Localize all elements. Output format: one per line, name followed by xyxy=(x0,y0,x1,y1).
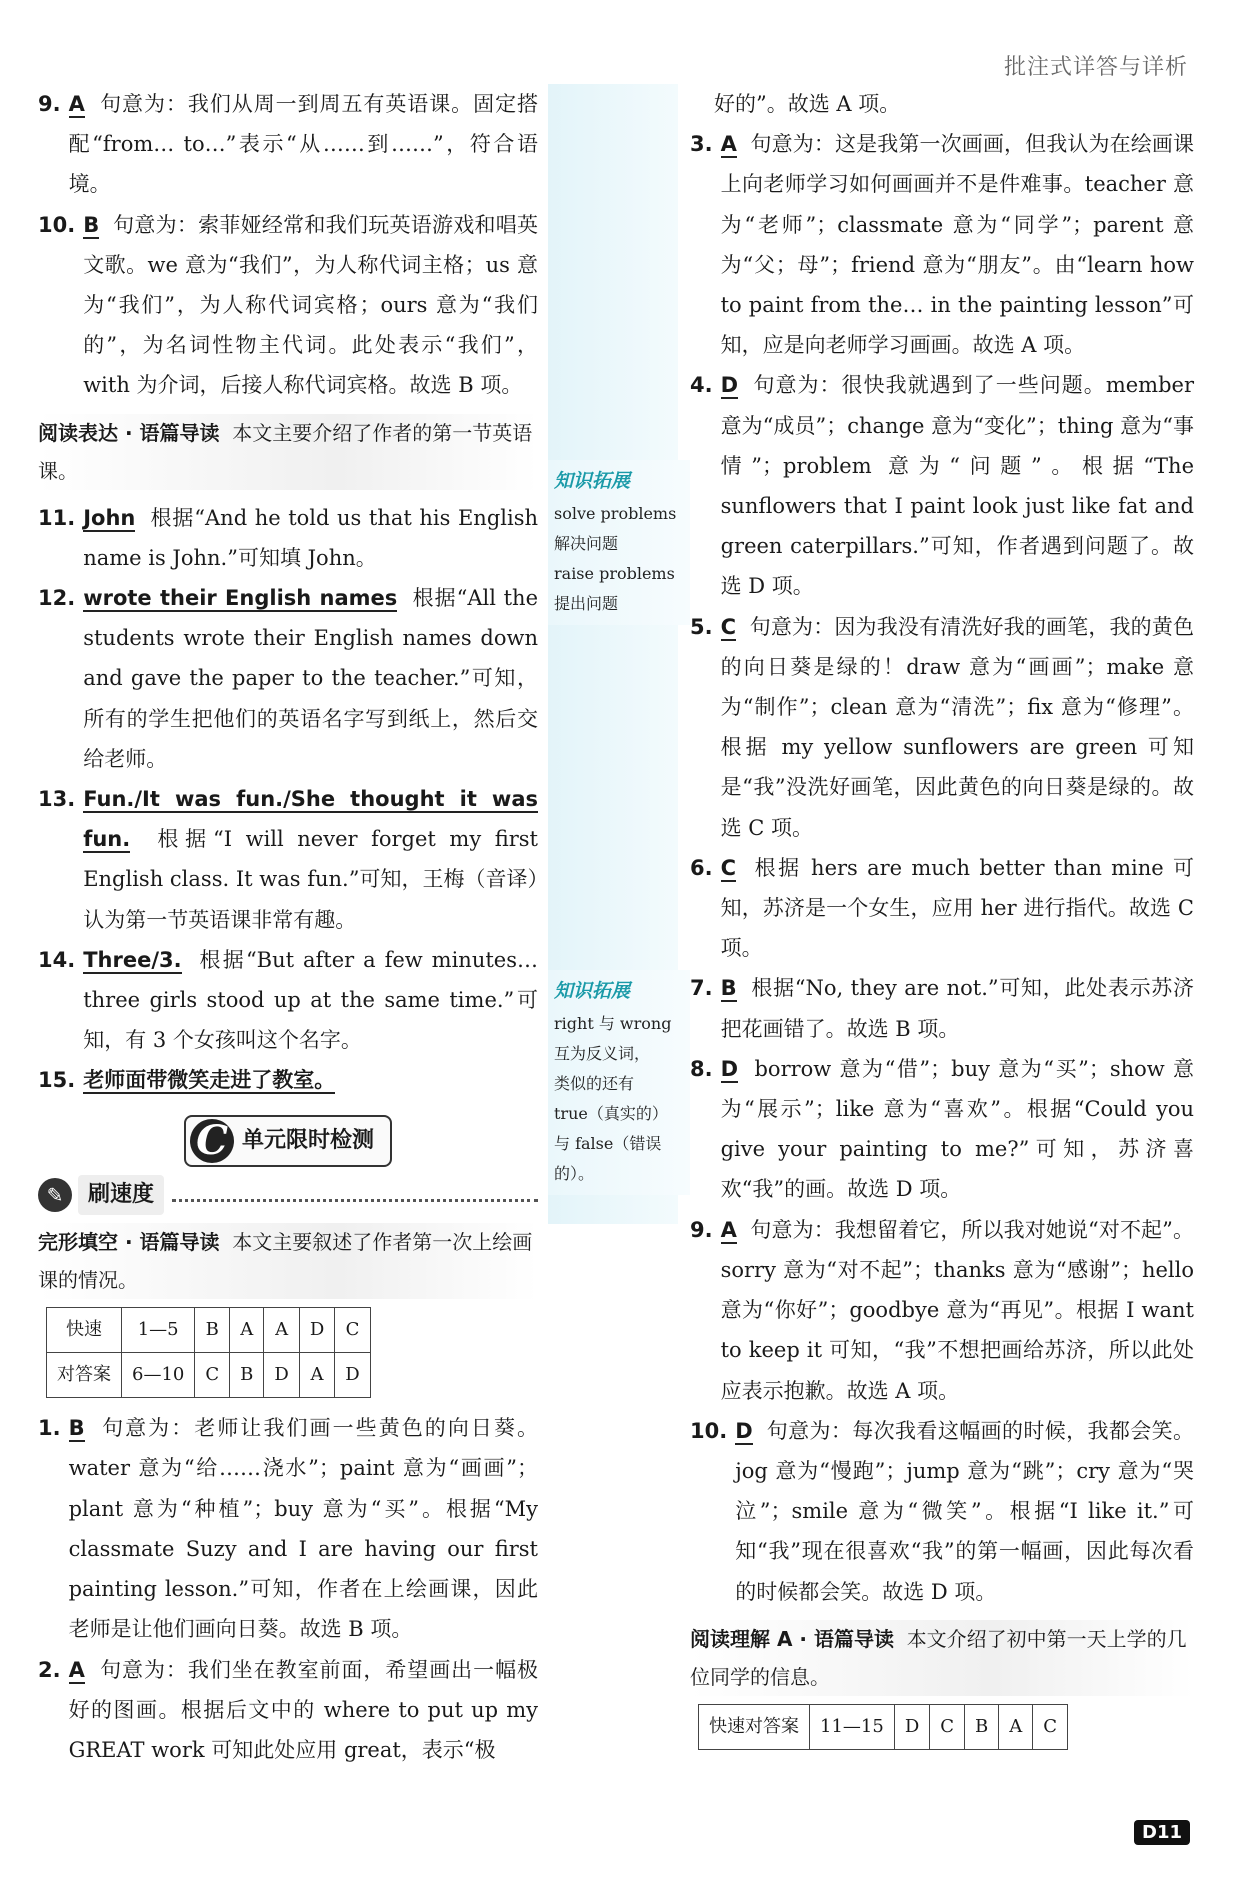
item-answer: 老师面带微笑走进了教室。 xyxy=(83,1068,336,1093)
item-number: 4. xyxy=(690,373,713,398)
knowledge-note-1 xyxy=(548,460,690,625)
answer-item-c2 xyxy=(38,1650,538,1771)
table-cell: D xyxy=(264,1353,299,1398)
item-explanation: 句意为：我们坐在教室前面，希望画出一幅极好的图画。根据后文中的 where to put up my GREAT work 可知此处应用 great，表示“极 xyxy=(68,1657,539,1762)
item-explanation: 句意为：我们从周一到周五有英语课。固定搭配“from… to…”表示“从……到……”，符合语境。 xyxy=(68,92,539,197)
note-line: 解决问题 xyxy=(554,534,619,553)
item-answer: D xyxy=(720,373,739,398)
note-heading: 知识拓展 xyxy=(554,470,631,492)
knowledge-note-2 xyxy=(548,970,690,1195)
item-number: 12. xyxy=(38,586,76,611)
header-title: 批注式详答与详析 xyxy=(1003,55,1188,80)
item-answer: A xyxy=(720,132,737,157)
table-label: 对答案 xyxy=(47,1353,122,1398)
table-cell: B xyxy=(230,1353,264,1398)
item-explanation: 句意为：很快我就遇到了一些问题。member 意为“成员”；change 意为“变化”；thing 意为“事情”；problem 意为“问题”。根据“The sunflowers that I paint look just like fat and green caterpillars.”可知，作者遇到问题了。故选 D 项。 xyxy=(720,373,1194,599)
item-answer: D xyxy=(735,1418,753,1443)
note-line: solve problems xyxy=(554,504,677,523)
section-heading-label: 阅读理解 A · 语篇导读 xyxy=(690,1626,894,1651)
item-answer: C xyxy=(720,855,737,880)
item-explanation: 句意为：索菲娅经常和我们玩英语游戏和唱英文歌。we 意为“我们”，为人称代词主格；us 意为“我们”，为人称代词宾格；ours 意为“我们的”，为名词性物主代词。此处表示“我们”，with 为介词，后接人称代词宾格。故选 B 项。 xyxy=(83,212,538,398)
banner-title: 单元限时检测 xyxy=(241,1127,374,1153)
item-explanation: 句意为：每次我看这幅画的时候，我都会笑。jog 意为“慢跑”；jump 意为“跳”；cry 意为“哭泣”；smile 意为“微笑”。根据“I like it.”可知“我”现在很喜欢“我”的第一幅画，因此每次看的时候都会笑。故选 D 项。 xyxy=(735,1418,1195,1604)
table-cell: D xyxy=(894,1704,929,1749)
page-number: D11 xyxy=(1134,1820,1190,1845)
table-cell: A xyxy=(999,1704,1033,1749)
banner-letter-icon: C xyxy=(190,1119,234,1163)
item-explanation: borrow 意为“借”；buy 意为“买”；show 意为“展示”；like 意为“喜欢”。根据“Could you give your painting to me?”可知，苏济喜欢“我”的画。故选 D 项。 xyxy=(720,1056,1194,1202)
table-range: 11—15 xyxy=(810,1704,895,1749)
note-line: raise problems xyxy=(554,564,675,583)
item-number: 7. xyxy=(690,976,713,1001)
reading-expression-heading xyxy=(38,414,538,490)
item-explanation: 句意为：因为我没有清洗好我的画笔，我的黄色的向日葵是绿的！draw 意为“画画”；make 意为“制作”；clean 意为“清洗”；fix 意为“修理”。根据 my yellow sunflowers are green 可知是“我”没洗好画笔，因此黄色的向日葵是绿的。故选 C 项。 xyxy=(720,614,1194,840)
item-number: 6. xyxy=(690,855,713,880)
answer-item-c1 xyxy=(38,1408,538,1649)
item-number: 10. xyxy=(690,1418,728,1443)
reading-a-heading xyxy=(690,1620,1194,1696)
note-line: 的）。 xyxy=(554,1164,595,1183)
item-explanation: 根据“All the students wrote their English names down and gave the paper to the teacher.”可知，所有的学生把他们的英语名字写到纸上，然后交给老师。 xyxy=(83,586,538,771)
table-range: 1—5 xyxy=(122,1307,195,1352)
answer-item-9 xyxy=(38,84,538,205)
table-label: 快速对答案 xyxy=(699,1704,810,1749)
item-answer: A xyxy=(68,1657,85,1682)
answer-item-c9 xyxy=(690,1210,1194,1411)
table-cell: B xyxy=(965,1704,999,1749)
answer-item-c10 xyxy=(690,1411,1194,1612)
section-heading-text: 本文主要介绍了作者的第一节英语课。 xyxy=(38,420,533,483)
table-cell: A xyxy=(264,1307,299,1352)
item-answer: A xyxy=(68,92,85,116)
item-number: 5. xyxy=(690,614,713,639)
item-answer: wrote their English names xyxy=(83,586,398,611)
answer-item-11 xyxy=(38,498,538,578)
answer-item-c3 xyxy=(690,124,1194,365)
table-cell: D xyxy=(299,1307,334,1352)
note-line: 类似的还有 xyxy=(554,1074,635,1093)
item-number: 9. xyxy=(38,92,61,116)
answer-item-14 xyxy=(38,940,538,1061)
item-answer: B xyxy=(720,976,737,1001)
item-answer: A xyxy=(720,1217,737,1242)
item-number: 10. xyxy=(38,212,76,237)
answer-item-c6 xyxy=(690,848,1194,969)
answer-item-c5 xyxy=(690,607,1194,848)
section-heading-label: 阅读表达 · 语篇导读 xyxy=(38,420,220,445)
table-cell: D xyxy=(335,1353,370,1398)
item-number: 15. xyxy=(38,1068,76,1093)
answer-item-13 xyxy=(38,779,538,940)
item-number: 11. xyxy=(38,505,76,530)
item-explanation: 句意为：我想留着它，所以我对她说“对不起”。sorry 意为“对不起”；thanks 意为“感谢”；hello 意为“你好”；goodbye 意为“再见”。根据 I want to keep it 可知，“我”不想把画给苏济，所以此处应表示抱歉。故选 A 项。 xyxy=(720,1217,1194,1403)
pen-icon: ✎ xyxy=(38,1178,72,1212)
section-heading-text: 本文主要叙述了作者第一次上绘画课的情况。 xyxy=(38,1229,533,1292)
item-explanation: 根据“And he told us that his English name is John.”可知填 John。 xyxy=(83,505,539,570)
note-line: right 与 wrong xyxy=(554,1014,672,1033)
table-cell: C xyxy=(930,1704,965,1749)
item-answer: Fun./It was fun./She thought it was fun. xyxy=(83,787,538,852)
answer-item-15 xyxy=(38,1060,538,1100)
item-number: 14. xyxy=(38,947,76,972)
item-explanation: 句意为：老师让我们画一些黄色的向日葵。water 意为“给……浇水”；paint 意为“画画”；plant 意为“种植”；buy 意为“买”。根据“My classmate Suzy and I are having our first painting lesson.”可知，作者在上绘画课，因此老师是让他们画向日葵。故选 B 项。 xyxy=(68,1416,539,1642)
item-answer: B xyxy=(68,1416,85,1441)
answer-item-c4 xyxy=(690,365,1194,606)
table-cell: A xyxy=(230,1307,264,1352)
table-label: 快速 xyxy=(47,1307,122,1352)
section-heading-label: 完形填空 · 语篇导读 xyxy=(38,1229,220,1254)
dotted-divider xyxy=(172,1187,538,1202)
table-cell: C xyxy=(335,1307,370,1352)
unit-test-banner xyxy=(38,1115,538,1167)
note-heading: 知识拓展 xyxy=(554,980,631,1002)
quick-answer-table xyxy=(46,1307,371,1398)
speed-title: 刷速度 xyxy=(78,1175,164,1215)
item-number: 2. xyxy=(38,1657,61,1682)
item-explanation: 根据“But after a few minutes… three girls stood up at the same time.”可知，有 3 个女孩叫这个名字。 xyxy=(83,947,538,1053)
item-explanation: 句意为：这是我第一次画画，但我认为在绘画课上向老师学习如何画画并不是件难事。teacher 意为“老师”；classmate 意为“同学”；parent 意为“父；母”；friend 意为“朋友”。由“learn how to paint from the… in the painting lesson”可知，应是向老师学习画画。故选 A 项。 xyxy=(720,132,1194,358)
quick-answer-table-2 xyxy=(698,1704,1068,1750)
item-explanation: 根据“No, they are not.”可知，此处表示苏济把花画错了。故选 B 项。 xyxy=(720,976,1194,1041)
item-number: 9. xyxy=(690,1217,713,1242)
table-range: 6—10 xyxy=(122,1353,195,1398)
note-line: 提出问题 xyxy=(554,594,619,613)
right-column xyxy=(690,84,1194,1760)
table-cell: A xyxy=(299,1353,334,1398)
item-answer: C xyxy=(720,614,737,639)
speed-section-header xyxy=(38,1175,538,1215)
note-line: 与 false（错误 xyxy=(554,1134,662,1153)
section-heading-text: 本文介绍了初中第一天上学的几位同学的信息。 xyxy=(690,1626,1187,1689)
table-cell: B xyxy=(195,1307,230,1352)
note-line: 互为反义词， xyxy=(554,1044,651,1063)
item-number: 13. xyxy=(38,787,76,812)
table-cell: C xyxy=(1033,1704,1068,1749)
answer-item-c7 xyxy=(690,968,1194,1048)
item-explanation: 根据“I will never forget my first English class. It was fun.”可知，王梅（音译）认为第一节英语课非常有趣。 xyxy=(83,827,538,932)
table-cell: C xyxy=(195,1353,230,1398)
item-answer: Three/3. xyxy=(83,947,182,972)
left-column xyxy=(38,84,538,1770)
cloze-heading xyxy=(38,1223,538,1299)
item-number: 3. xyxy=(690,132,713,157)
item-explanation: 根据 hers are much better than mine 可知，苏济是一个女生，应用 her 进行指代。故选 C 项。 xyxy=(720,855,1194,961)
note-line: true（真实的） xyxy=(554,1104,668,1123)
item-number: 1. xyxy=(38,1416,61,1441)
answer-item-10 xyxy=(38,205,538,406)
answer-item-c8 xyxy=(690,1049,1194,1210)
continued-text: 好的”。故选 A 项。 xyxy=(714,92,901,116)
item-answer: B xyxy=(83,212,100,237)
item-answer: John xyxy=(83,505,136,530)
item-number: 8. xyxy=(690,1056,713,1081)
answer-item-12 xyxy=(38,578,538,779)
item-answer: D xyxy=(720,1056,739,1081)
